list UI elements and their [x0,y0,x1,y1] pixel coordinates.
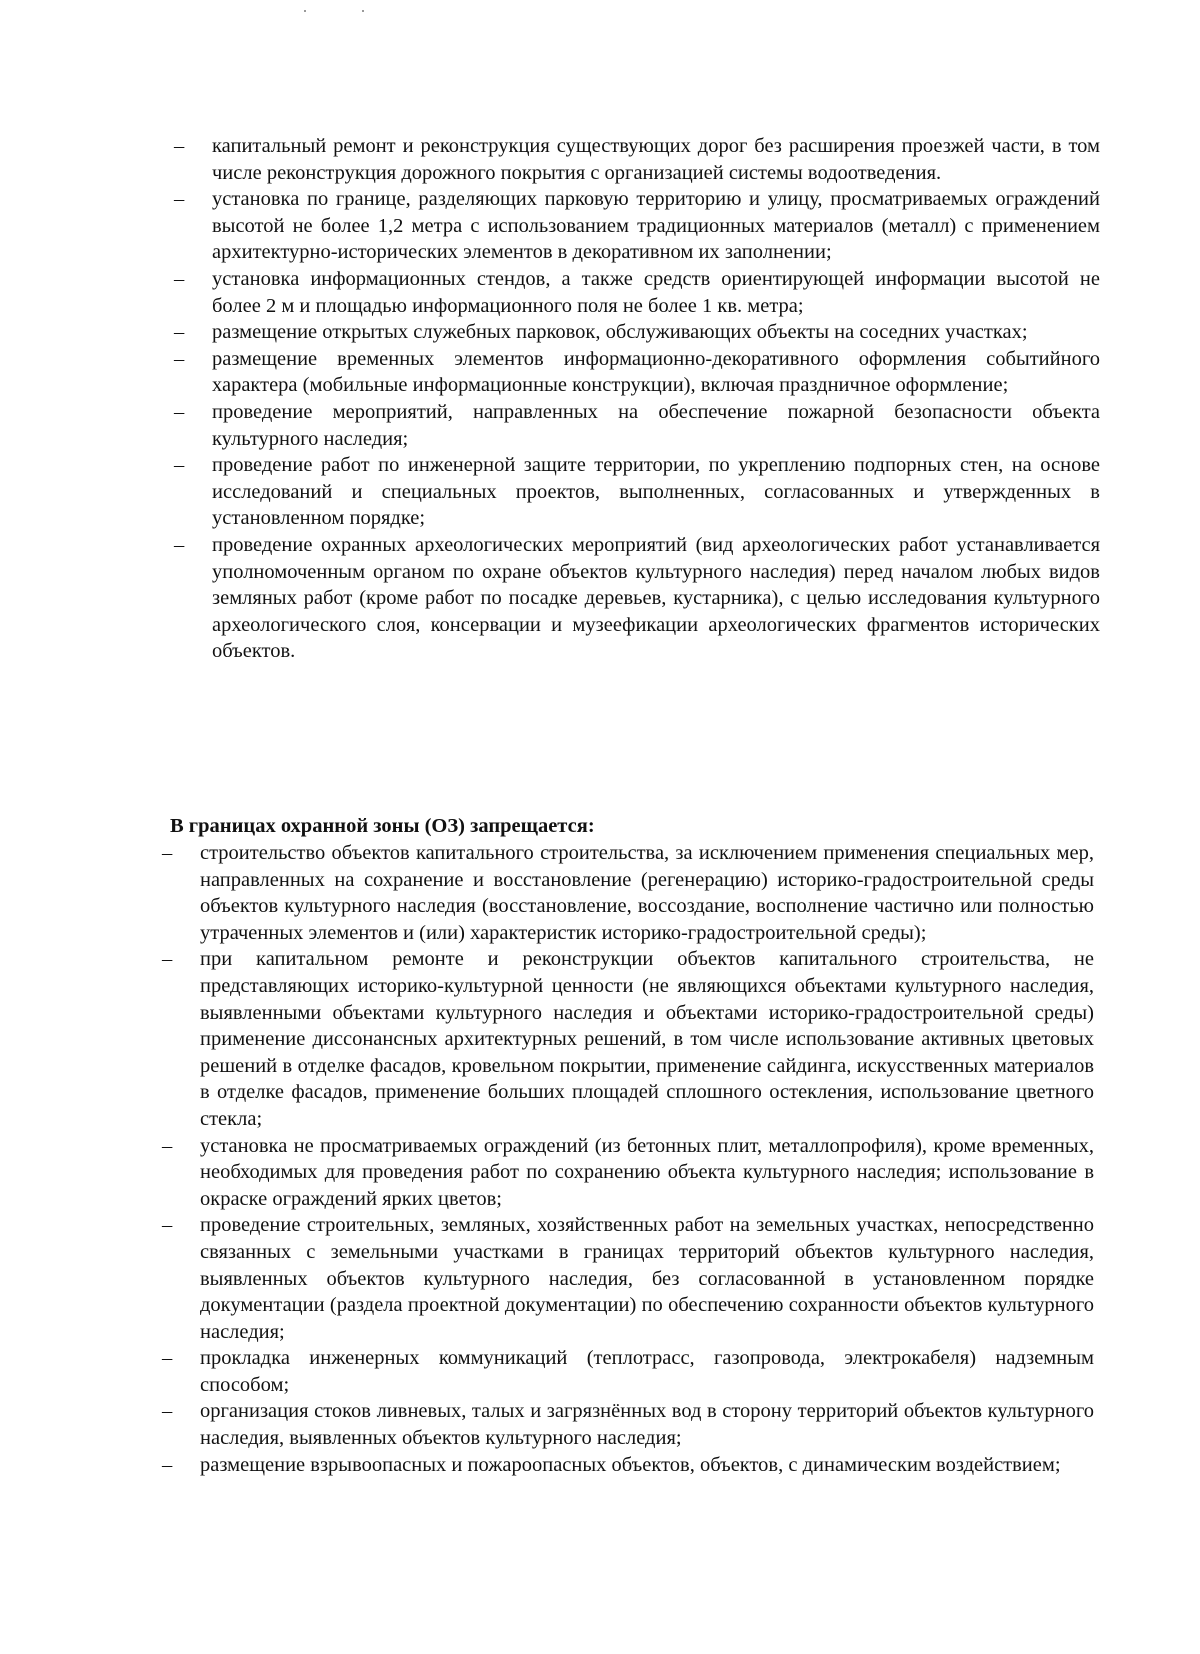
list-item-text: установка информационных стендов, а также средств ориентирующей информации высотой не более 2 м и площадью информационного поля не более 1 кв. метра; [212,267,1100,317]
list-item [174,319,1100,346]
list-item [162,946,1094,1132]
list-item-text: установка не просматриваемых ограждений (из бетонных плит, металлопрофиля), кроме временных, необходимых для проведения работ по сохранению объекта культурного наследия; использование в окраске ограждений ярких цветов; [200,1134,1094,1210]
list-item-text: прокладка инженерных коммуникаций (теплотрасс, газопровода, электрокабеля) надземным способом; [200,1347,1094,1396]
list-item [162,1345,1094,1398]
scan-artifact [362,10,364,12]
bullet-dash: – [162,1214,173,1237]
bullet-dash: – [174,400,185,423]
list-item-text: организация стоков ливневых, талых и загрязнённых вод в сторону территорий объектов культурного наследия, выявленных объектов культурного наследия; [200,1400,1094,1450]
bullet-dash: – [162,1134,173,1157]
bullet-dash: – [174,135,185,157]
list-item-text: проведение работ по инженерной защите территории, по укреплению подпорных стен, на основе исследований и специальных проектов, выполненных, согласованных и утвержденных в установленном порядке; [212,454,1100,530]
list-item [162,1452,1094,1479]
scan-artifact [304,10,306,12]
list-item [174,399,1100,452]
list-item [174,346,1100,399]
list-item-text: проведение мероприятий, направленных на обеспечение пожарной безопасности объекта культурного наследия; [212,400,1100,450]
list-item [162,1398,1094,1451]
list-item-text: размещение временных элементов информационно-декоративного оформления событийного характера (мобильные информационные конструкции), включая праздничное оформление; [212,347,1100,397]
bullet-dash: – [162,842,173,864]
list-item [162,1133,1094,1213]
bullet-dash: – [174,533,185,556]
bullet-dash: – [174,454,185,477]
list-item-text: при капитальном ремонте и реконструкции объектов капитального строительства, не представляющих историко-культурной ценности (не являющихся объектами культурного наследия, выявленными объектами культурного наследия и объектами историко-градостроительной среды) применение диссонансных архитектурных решений, в том числе использование активных цветовых решений в отделке фасадов, кровельном покрытии, применение сайдинга, искусственных материалов в отделке фасадов, применение больших площадей сплошного остекления, использование цветного стекла; [200,948,1094,1130]
bullet-dash: – [174,321,185,344]
permitted-list [174,133,1100,665]
list-item-text: размещение открытых служебных парковок, обслуживающих объекты на соседних участках; [212,321,1028,344]
list-item-text: строительство объектов капитального строительства, за исключением применения специальных мер, направленных на сохранение и восстановление (регенерацию) историко-градостроительной среды объектов культурного наследия (восстановление, воссоздание, восполнение частично или полностью утраченных элементов и (или) характеристик историко-градостроительной среды); [200,842,1094,944]
list-item-text: размещение взрывоопасных и пожароопасных объектов, объектов, с динамическим воздействием; [200,1453,1061,1476]
bullet-dash: – [162,948,173,971]
list-item [174,133,1100,186]
list-item [162,840,1094,946]
bullet-dash: – [162,1400,173,1423]
list-item [174,452,1100,532]
list-item [174,186,1100,266]
bullet-dash: – [174,188,185,211]
bullet-dash: – [174,267,185,290]
list-item-text: капитальный ремонт и реконструкция существующих дорог без расширения проезжей части, в том числе реконструкция дорожного покрытия с организацией системы водоотведения. [212,135,1100,184]
list-item-text: установка по границе, разделяющих парковую территорию и улицу, просматриваемых ограждений высотой не более 1,2 метра с использованием традиционных материалов (металл) с применением архитектурно-исторических элементов в декоративном их заполнении; [212,188,1100,264]
list-item [162,1212,1094,1345]
prohibited-list [162,840,1094,1478]
bullet-dash: – [174,347,185,370]
list-item-text: проведение строительных, земляных, хозяйственных работ на земельных участках, непосредственно связанных с земельными участками в границах территорий объектов культурного наследия, выявленных объектов культурного наследия, без согласованной в установленном порядке документации (раздела проектной документации) по обеспечению сохранности объектов культурного наследия; [200,1214,1094,1343]
list-item [174,266,1100,319]
bullet-dash: – [162,1453,173,1476]
list-item [174,532,1100,665]
section-heading: В границах охранной зоны (ОЗ) запрещается: [170,815,595,837]
bullet-dash: – [162,1347,173,1370]
list-item-text: проведение охранных археологических мероприятий (вид археологических работ устанавливается уполномоченным органом по охране объектов культурного наследия) перед началом любых видов земляных работ (кроме работ по посадке деревьев, кустарника), с целью исследования культурного археологического слоя, консервации и музеефикации археологических фрагментов исторических объектов. [212,533,1100,663]
